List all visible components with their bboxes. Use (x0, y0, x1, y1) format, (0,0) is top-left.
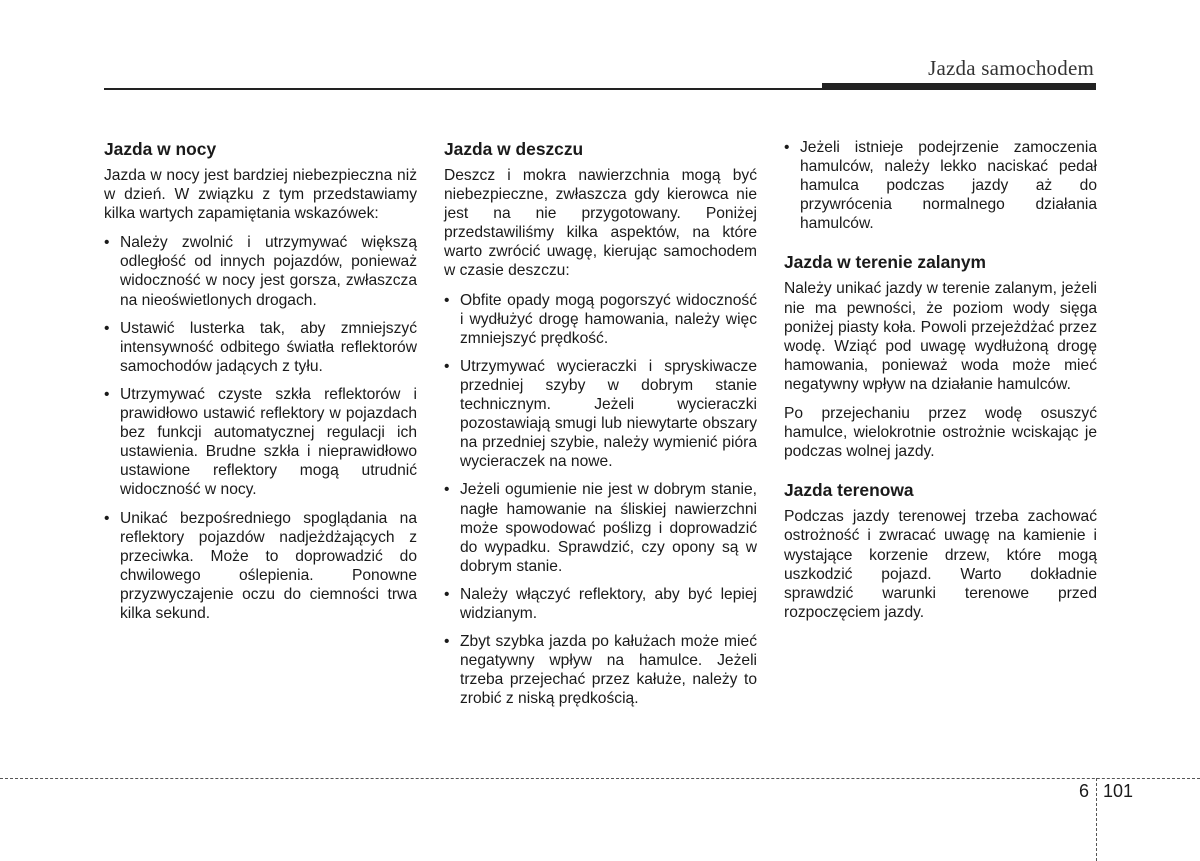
bullet-list-rain-continued (784, 138, 1097, 233)
column-night-driving (104, 138, 417, 632)
column-rain-driving (444, 138, 757, 717)
section-heading-offroad: Jazda terenowa (784, 480, 914, 501)
list-item: • Zbyt szybka jazda po kałużach może mieć negatywny wpływ na hamulce. Jeżeli trzeba przejechać przez kałuże, należy to zrobić z niską prędkością. (444, 633, 757, 708)
list-item: • Utrzymywać wycieraczki i spryskiwacze przedniej szyby w dobrym stanie technicznym. Jeżeli wycieraczki pozostawiają smugi lub niewytarte obszary na przedniej szybie, należy wymienić pióra wycieraczek na nowe. (444, 357, 757, 471)
paragraph-offroad: Podczas jazdy terenowej trzeba zachować ostrożność i zwracać uwagę na kamienie i wystające korzenie drzew, które mogą uszkodzić pojazd. Warto dokładnie sprawdzić warunki terenowe przed rozpoczęciem jazdy. (784, 508, 1097, 621)
list-item: • Należy zwolnić i utrzymywać większą odległość od innych pojazdów, ponieważ widoczność w nocy jest gorsza, zwłaszcza na nieoświetlonych drogach. (104, 234, 417, 309)
list-item: • Utrzymywać czyste szkła reflektorów i prawidłowo ustawić reflektory w pojazdach bez funkcji automatycznej regulacji ich ustawienia. Brudne szkła i nieprawidłowo ustawione reflektory mogą utrudnić widoczność w nocy. (104, 385, 417, 499)
section-heading-rain: Jazda w deszczu (444, 139, 584, 159)
paragraph-flood-1: Należy unikać jazdy w terenie zalanym, jeżeli nie ma pewności, że poziom wody sięga poniżej piasty koła. Powoli przejeżdżać przez wodę. Wziąć pod uwagę wydłużoną drogę hamowania, ponieważ woda może mieć negatywny wpływ na działanie hamulców. (784, 280, 1097, 393)
section-heading-flood: Jazda w terenie zalanym (784, 252, 987, 273)
list-item: • Unikać bezpośredniego spoglądania na reflektory pojazdów nadjeżdżających z przeciwka. Może to doprowadzić do chwilowego oślepienia. Ponowne przyzwyczajenie oczu do ciemności trwa kilka sekund. (104, 509, 417, 622)
header-title: Jazda samochodem (928, 56, 1094, 80)
section-heading-night: Jazda w nocy (104, 139, 217, 159)
bullet-list-night (104, 233, 417, 623)
footer-rule (0, 778, 1200, 779)
page-number: 101 (1103, 781, 1134, 801)
list-item: • Należy włączyć reflektory, aby być lepiej widzianym. (444, 585, 757, 622)
bullet-list-rain (444, 291, 757, 709)
header-rule-accent (822, 83, 1096, 90)
list-item: • Jeżeli istnieje podejrzenie zamoczenia hamulców, należy lekko naciskać pedał hamulca podczas jazdy aż do przywrócenia normalnego działania hamulców. (784, 139, 1097, 233)
paragraph-night-intro: Jazda w nocy jest bardziej niebezpieczna niż w dzień. W związku z tym przedstawiamy kilka wartych zapamiętania wskazówek: (104, 167, 417, 223)
list-item: • Jeżeli ogumienie nie jest w dobrym stanie, nagłe hamowanie na śliskiej nawierzchni może spowodować poślizg i doprowadzić do wypadku. Sprawdzić, czy opony są w dobrym stanie. (444, 481, 757, 575)
paragraph-rain-intro: Deszcz i mokra nawierzchnia mogą być niebezpieczne, zwłaszcza gdy kierowca nie jest na nie przygotowany. Poniżej przedstawiliśmy kilka aspektów, na które warto zwrócić uwagę, kierując samochodem w czasie deszczu: (444, 167, 757, 280)
footer-divider (1096, 778, 1097, 861)
list-item: • Obfite opady mogą pogorszyć widoczność i wydłużyć drogę hamowania, należy więc zmniejszyć prędkość. (444, 291, 757, 347)
column-flood-offroad (784, 138, 1097, 632)
chapter-number: 6 (1079, 781, 1090, 801)
list-item: • Ustawić lusterka tak, aby zmniejszyć intensywność odbitego światła reflektorów samochodów jadących z tyłu. (104, 319, 417, 375)
paragraph-flood-2: Po przejechaniu przez wodę osuszyć hamulce, wielokrotnie ostrożnie wciskając je podczas wolnej jazdy. (784, 405, 1097, 461)
